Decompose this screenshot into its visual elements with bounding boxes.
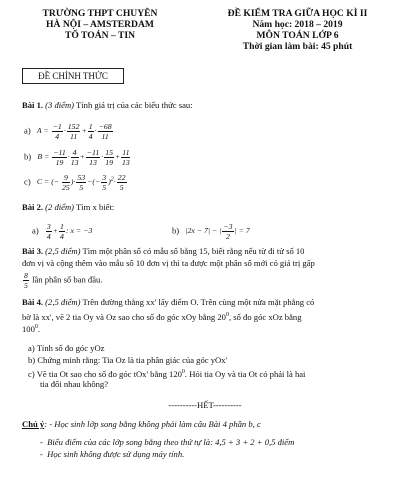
q3-line1 bbox=[22, 246, 304, 257]
q4-item-c-text: Vẽ tia Ot sao cho số đo góc tOx' bằng 120 bbox=[36, 368, 182, 379]
q2-heading bbox=[22, 202, 114, 213]
q4-text-2b: , số đo góc xOz bằng bbox=[228, 311, 302, 322]
q4-text-1: Trên đường thẳng xx' lấy điểm O. Trên cùng một nửa mặt phẳng có bbox=[82, 297, 315, 307]
q1-number: Bài 1. bbox=[22, 100, 44, 110]
q2-a-expression: $\frac{3}{4}$ + $\frac{1}{4}$ : x = −3 bbox=[46, 222, 93, 241]
q4-text-3: 100 bbox=[22, 323, 35, 334]
school-year: Năm học: 2018 – 2019 bbox=[252, 19, 343, 30]
q1-b bbox=[24, 148, 131, 167]
q4-item-b-label: b) bbox=[28, 355, 36, 365]
q3-number: Bài 3. bbox=[22, 246, 44, 256]
q4-item-c-label: c) bbox=[28, 368, 35, 379]
note-text: : - Học sinh lớp song bằng không phải làm câu Bài 4 phần b, c bbox=[44, 419, 261, 429]
q2-text: Tìm x biết: bbox=[76, 202, 115, 212]
q1-a bbox=[24, 122, 114, 141]
q1-a-label: a) bbox=[24, 125, 31, 136]
q3-fraction: $\frac{8}{5}$ bbox=[24, 271, 28, 290]
end-mark: ----------HẾT---------- bbox=[168, 400, 242, 410]
q2-points: (2 điểm) bbox=[45, 202, 75, 212]
q1-c-expression: C = (− $\frac{9}{25}$ )· $\frac{53}{5}$ −(− $\frac{3}{5}$ )$^2$· $\frac{22}{5}$ bbox=[36, 173, 126, 192]
q2-b-label: b) bbox=[172, 225, 180, 236]
q4-item-b-text: Chứng minh rằng: Tia Oz là tia phân giác của góc yOx' bbox=[37, 355, 228, 365]
q3-line2: đơn vị và cộng thêm vào mẫu số 10 đơn vị thì ta được một phân số mới có giá trị gấp bbox=[22, 258, 315, 268]
note-label: Chú ý bbox=[22, 419, 45, 429]
q2-a bbox=[32, 222, 92, 241]
q4-line1 bbox=[22, 297, 314, 308]
q1-text: Tính giá trị của các biểu thức sau: bbox=[76, 100, 193, 110]
q4-line3: $100^0$. bbox=[22, 323, 41, 334]
bullet-dash-icon: - bbox=[40, 437, 48, 447]
q4-text-2a: bờ là xx', vẽ 2 tia Oy và Oz sao cho số đo góc xOy bằng 20 bbox=[22, 311, 226, 322]
note-bullet-1-text: Biểu điểm của các lớp song bằng theo thứ tự là: 4,5 + 3 + 2 + 0,5 điểm bbox=[47, 437, 295, 447]
school-name: TRƯỜNG THPT CHUYÊN bbox=[42, 8, 158, 19]
q2-b-expression: |2x − 7| − | $\frac{-3}{2}$ | = 7 bbox=[185, 222, 250, 241]
q4-item-c-text2: . Hỏi tia Oy và tia Ot có phải là hai bbox=[184, 368, 306, 379]
note bbox=[22, 419, 261, 430]
q3-points: (2,5 điểm) bbox=[45, 246, 81, 256]
q1-c-label: c) bbox=[24, 176, 31, 187]
q4-points: (2,5 điểm) bbox=[45, 297, 81, 307]
q4-number: Bài 4. bbox=[22, 297, 44, 307]
q4-degree-1: 0 bbox=[225, 312, 229, 318]
q3-text-1: Tìm một phân số có mẫu số bằng 15, biết rằng nếu từ đi tử số 10 bbox=[82, 246, 305, 256]
q4-item-c bbox=[28, 367, 305, 380]
note-bullet-2-text: Học sinh không được sử dụng máy tính. bbox=[47, 449, 185, 459]
department: TỔ TOÁN – TIN bbox=[64, 30, 136, 41]
exam-title: ĐỀ KIỂM TRA GIỮA HỌC KÌ II bbox=[227, 8, 368, 19]
note-bullet-1 bbox=[40, 437, 294, 448]
q1-b-expression: B = $\frac{-11}{19}$ · $\frac{4}{13}$ + $\frac{-11}{13}$ · $\frac{15}{19}$ + $\frac{11}{13}$ bbox=[37, 148, 130, 167]
note-bullet-2 bbox=[40, 449, 184, 460]
q4-line2 bbox=[22, 310, 302, 323]
duration: Thời gian làm bài: 45 phút bbox=[242, 41, 353, 52]
q2-b bbox=[172, 222, 250, 241]
q4-item-c-line2: tia đối nhau không? bbox=[40, 379, 109, 389]
q4-degree-2: 0 bbox=[34, 324, 38, 330]
q1-a-expression: A = $\frac{-1}{4}$ · $\frac{152}{11}$ + $\frac{1}{4}$ · $\frac{-68}{11}$ bbox=[36, 122, 112, 141]
q1-heading bbox=[22, 100, 193, 111]
q1-points: (3 điểm) bbox=[45, 100, 75, 110]
q4-degree-3: 0 bbox=[181, 369, 185, 375]
q1-b-label: b) bbox=[24, 151, 32, 162]
q1-c bbox=[24, 173, 128, 192]
q2-number: Bài 2. bbox=[22, 202, 44, 212]
school-city: HÀ NỘI – AMSTERDAM bbox=[46, 19, 154, 30]
q4-item-b bbox=[28, 355, 227, 366]
q3-line3 bbox=[22, 271, 102, 290]
bullet-dash-icon: - bbox=[40, 449, 48, 459]
subject: MÔN TOÁN LỚP 6 bbox=[256, 30, 339, 41]
q4-item-a-text: Tính số đo góc yOz bbox=[36, 343, 105, 353]
q2-a-label: a) bbox=[32, 225, 39, 236]
q4-item-a-label: a) bbox=[28, 343, 35, 353]
q3-text-3: lần phân số ban đầu. bbox=[32, 274, 103, 285]
official-label: ĐỀ CHÍNH THỨC bbox=[22, 68, 124, 84]
q4-item-a bbox=[28, 343, 104, 354]
